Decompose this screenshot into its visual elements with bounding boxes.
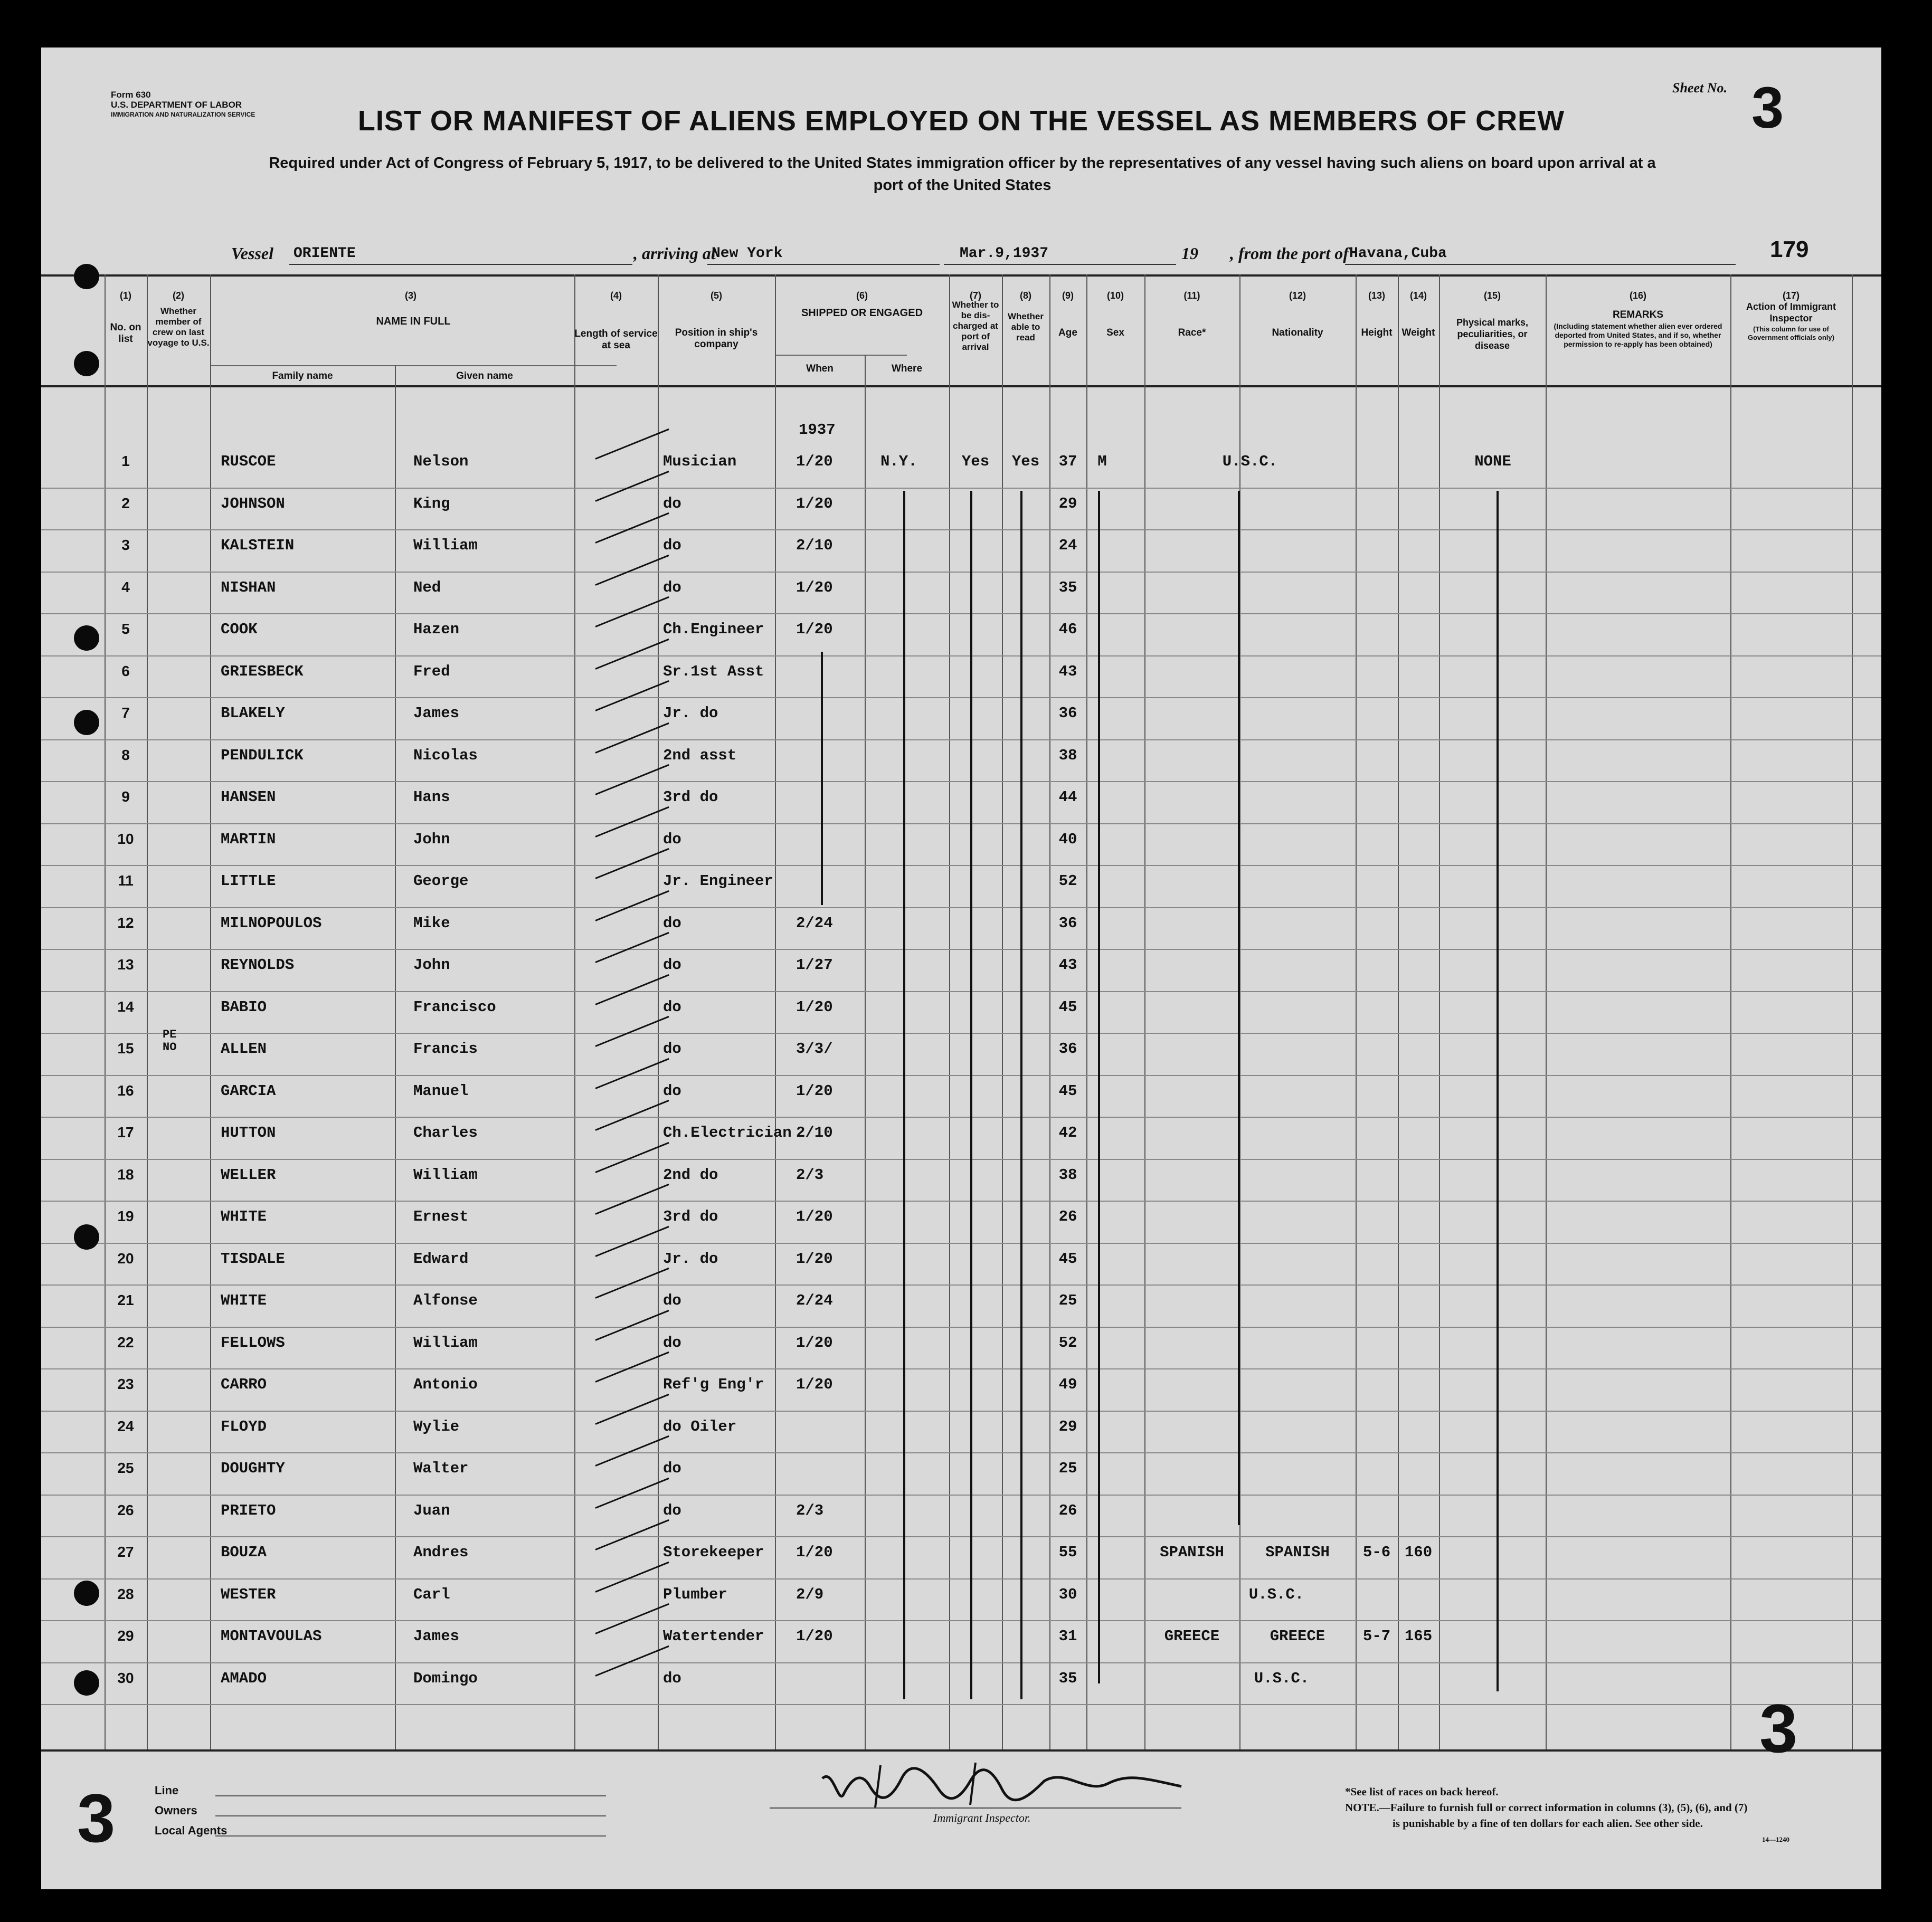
- age: 24: [1058, 537, 1077, 554]
- form-code: 14—1240: [1762, 1835, 1789, 1843]
- family-name: AMADO: [221, 1669, 267, 1687]
- binder-hole: [74, 351, 99, 376]
- age: 43: [1058, 956, 1077, 974]
- col-whether-member: Whether member of crew on last voyage to U.S.: [147, 306, 210, 348]
- position: Ch.Engineer: [663, 621, 764, 638]
- arrival-date: Mar.9,1937: [960, 245, 1049, 262]
- col-action: Action of Immigrant Inspector: [1746, 301, 1836, 323]
- family-name: NISHAN: [221, 578, 276, 596]
- age: 49: [1058, 1376, 1077, 1393]
- family-name: MILNOPOULOS: [221, 914, 322, 932]
- position: Plumber: [663, 1585, 727, 1603]
- col-weight: Weight: [1401, 327, 1435, 338]
- row-rule: [41, 1411, 1881, 1412]
- family-name: WELLER: [221, 1166, 276, 1184]
- position: Jr. do: [663, 705, 718, 722]
- discharged: Yes: [961, 453, 990, 470]
- row-number: 25: [117, 1460, 134, 1476]
- given-name: John: [413, 956, 450, 974]
- given-name: Wylie: [413, 1417, 460, 1435]
- family-name: WHITE: [221, 1292, 267, 1309]
- position: do: [663, 1292, 681, 1309]
- col-remarks: REMARKS: [1612, 309, 1664, 320]
- column-number: (15): [1483, 290, 1501, 301]
- form-number: Form 630: [111, 90, 151, 100]
- shipped-when: 3/3/: [796, 1040, 833, 1058]
- row-rule: [41, 1117, 1881, 1118]
- row-number: 8: [121, 746, 130, 763]
- given-name: Mike: [413, 914, 450, 932]
- weight: 160: [1404, 1544, 1433, 1561]
- nationality: U.S.C.: [1248, 1585, 1304, 1603]
- age: 29: [1058, 494, 1077, 512]
- shipped-when: 1/20: [796, 998, 833, 1016]
- family-name: HANSEN: [221, 788, 276, 806]
- column-number: (2): [173, 290, 184, 301]
- manifest-sheet: [41, 47, 1881, 1889]
- family-name: MONTAVOULAS: [221, 1628, 322, 1645]
- immigrant-inspector-label: Immigrant Inspector.: [933, 1811, 1031, 1824]
- shipped-when: 1/20: [796, 494, 833, 512]
- row-rule: [41, 1495, 1881, 1496]
- family-name: COOK: [221, 621, 258, 638]
- row-number: 1: [121, 453, 130, 469]
- year-label: 19: [1181, 244, 1198, 263]
- family-name: BABIO: [221, 998, 267, 1016]
- position: Musician: [663, 453, 737, 470]
- row-rule: [41, 572, 1881, 573]
- row-number: 5: [121, 621, 130, 637]
- age: 25: [1058, 1460, 1077, 1477]
- given-name: Nelson: [413, 453, 469, 470]
- age: 36: [1058, 705, 1077, 722]
- row-rule: [41, 1536, 1881, 1537]
- row-rule: [41, 907, 1881, 908]
- shipped-when: 2/24: [796, 1292, 833, 1309]
- family-name: RUSCOE: [221, 453, 276, 470]
- family-name: WESTER: [221, 1585, 276, 1603]
- col-age: Age: [1058, 327, 1077, 338]
- position: do: [663, 1334, 681, 1352]
- handwritten-mark-left: 3: [77, 1780, 116, 1857]
- row-number: 16: [117, 1082, 134, 1099]
- document-title: LIST OR MANIFEST OF ALIENS EMPLOYED ON THE VESSEL AS MEMBERS OF CREW: [357, 105, 1565, 137]
- table-bottom-rule: [41, 1749, 1881, 1752]
- age: 31: [1058, 1628, 1077, 1645]
- given-name: Ned: [413, 578, 441, 596]
- col-height: Height: [1361, 327, 1393, 338]
- shipped-when: 1/20: [796, 453, 833, 470]
- age: 44: [1058, 788, 1077, 806]
- given-name: Antonio: [413, 1376, 478, 1393]
- row-number: 11: [118, 872, 134, 889]
- col-family-name: Family name: [272, 370, 333, 382]
- row-number: 17: [117, 1124, 134, 1140]
- sheet-label: Sheet No.: [1672, 80, 1727, 96]
- family-name: BOUZA: [221, 1544, 267, 1561]
- row-number: 13: [117, 956, 134, 973]
- position: Storekeeper: [663, 1544, 764, 1561]
- age: 26: [1058, 1501, 1077, 1519]
- row-number: 7: [121, 705, 130, 721]
- weight: 165: [1404, 1628, 1433, 1645]
- vessel-label: Vessel: [231, 244, 273, 263]
- row-rule: [41, 1452, 1881, 1453]
- previous-voyage: PE NO: [163, 1028, 177, 1054]
- col-sex: Sex: [1106, 327, 1124, 338]
- race: GREECE: [1164, 1628, 1220, 1645]
- column-number: (12): [1289, 290, 1306, 301]
- owners-label: Owners: [155, 1804, 197, 1817]
- family-name: REYNOLDS: [221, 956, 295, 974]
- shipped-when: 1/20: [796, 1082, 833, 1100]
- col-where: Where: [891, 363, 923, 374]
- local-agents-label: Local Agents: [155, 1824, 228, 1837]
- row-rule: [41, 488, 1881, 489]
- race: SPANISH: [1160, 1544, 1224, 1561]
- shipped-when: 1/20: [796, 578, 833, 596]
- row-number: 6: [121, 662, 130, 679]
- shipped-when: 1/20: [796, 1250, 833, 1268]
- col-able-read: Whether able to read: [1008, 311, 1044, 342]
- arriving-label: , arriving at: [633, 244, 716, 263]
- column-number: (16): [1629, 290, 1646, 301]
- given-name: Carl: [413, 1585, 450, 1603]
- department-name: U.S. DEPARTMENT OF LABOR: [111, 100, 242, 110]
- row-rule: [41, 823, 1881, 824]
- column-number: (5): [711, 290, 722, 301]
- binder-hole: [74, 264, 99, 289]
- col-nationality: Nationality: [1272, 327, 1323, 338]
- given-name: Hazen: [413, 621, 460, 638]
- given-name: William: [413, 1334, 478, 1352]
- family-name: ALLEN: [221, 1040, 267, 1058]
- binder-hole: [74, 1224, 99, 1250]
- line-label: Line: [155, 1784, 179, 1797]
- position: do: [663, 537, 681, 554]
- row-number: 28: [117, 1585, 134, 1602]
- given-name: Domingo: [413, 1669, 478, 1687]
- col-position: Position in ship's company: [675, 327, 758, 350]
- col-remarks-note: (Including statement whether alien ever ordered deported from United States, and if so, whether permission to re-apply has been obtained): [1554, 322, 1722, 348]
- family-name: BLAKELY: [221, 705, 285, 722]
- document-subtitle: [136, 152, 1788, 196]
- shipped-when: 2/10: [796, 1124, 833, 1141]
- age: 35: [1058, 578, 1077, 596]
- row-number: 22: [117, 1334, 134, 1350]
- row-number: 26: [117, 1501, 134, 1518]
- given-name: Walter: [413, 1460, 469, 1477]
- age: 52: [1058, 872, 1077, 890]
- family-name: FELLOWS: [221, 1334, 285, 1352]
- age: 46: [1058, 621, 1077, 638]
- shipped-when: 2/3: [796, 1166, 824, 1184]
- column-number: (17): [1782, 290, 1800, 301]
- from-port: Havana,Cuba: [1349, 245, 1447, 262]
- height: 5-6: [1362, 1544, 1391, 1561]
- position: Jr. do: [663, 1250, 718, 1268]
- age: 35: [1058, 1669, 1077, 1687]
- row-rule: [41, 1368, 1881, 1369]
- row-rule: [41, 1620, 1881, 1621]
- row-rule: [41, 613, 1881, 614]
- position: 3rd do: [663, 1208, 718, 1225]
- sex: M: [1097, 453, 1107, 470]
- position: do: [663, 998, 681, 1016]
- penalty-note-1: NOTE.—Failure to furnish full or correct information in columns (3), (5), (6), and (7): [1345, 1801, 1748, 1814]
- column-number: (13): [1368, 290, 1385, 301]
- position: do: [663, 956, 681, 974]
- penalty-note-2: is punishable by a fine of ten dollars for each alien. See other side.: [1393, 1817, 1703, 1830]
- column-number: (11): [1183, 290, 1200, 301]
- column-number: (4): [610, 290, 622, 301]
- row-number: 27: [117, 1544, 134, 1560]
- position: 2nd do: [663, 1166, 718, 1184]
- header-bottom-rule: [41, 385, 1881, 387]
- family-name: MARTIN: [221, 830, 276, 848]
- age: 45: [1058, 1250, 1077, 1268]
- position: Watertender: [663, 1628, 764, 1645]
- sheet-number: 3: [1751, 75, 1784, 140]
- given-name: Andres: [413, 1544, 469, 1561]
- binder-hole: [74, 625, 99, 651]
- family-name: WHITE: [221, 1208, 267, 1225]
- col-shipped-engaged: SHIPPED OR ENGAGED: [801, 307, 923, 319]
- given-name: Francis: [413, 1040, 478, 1058]
- shipped-when: 1/27: [796, 956, 833, 974]
- row-rule: [41, 1159, 1881, 1160]
- age: 30: [1058, 1585, 1077, 1603]
- given-name: William: [413, 537, 478, 554]
- col-physical-marks: Physical marks, peculiarities, or disease: [1456, 317, 1529, 351]
- given-name: Charles: [413, 1124, 478, 1141]
- family-name: TISDALE: [221, 1250, 285, 1268]
- family-name: LITTLE: [221, 872, 276, 890]
- family-name: JOHNSON: [221, 494, 285, 512]
- row-rule: [41, 1578, 1881, 1580]
- age: 38: [1058, 746, 1077, 764]
- given-name: Edward: [413, 1250, 469, 1268]
- age: 36: [1058, 1040, 1077, 1058]
- row-rule: [41, 1327, 1881, 1328]
- position: 3rd do: [663, 788, 718, 806]
- row-number: 2: [121, 494, 130, 511]
- family-name: GRIESBECK: [221, 662, 304, 680]
- age: 37: [1058, 453, 1077, 470]
- position: do: [663, 1040, 681, 1058]
- family-name: GARCIA: [221, 1082, 276, 1100]
- shipped-when: 2/24: [796, 914, 833, 932]
- family-name: FLOYD: [221, 1417, 267, 1435]
- row-rule: [41, 991, 1881, 992]
- given-name: William: [413, 1166, 478, 1184]
- year-entry: 1937: [799, 421, 836, 439]
- age: 45: [1058, 1082, 1077, 1100]
- position: 2nd asst: [663, 746, 737, 764]
- age: 26: [1058, 1208, 1077, 1225]
- shipped-when: 1/20: [796, 621, 833, 638]
- row-rule: [41, 1033, 1881, 1034]
- col-name-in-full: NAME IN FULL: [376, 316, 451, 327]
- row-number: 18: [117, 1166, 134, 1183]
- position: do: [663, 914, 681, 932]
- height: 5-7: [1362, 1628, 1391, 1645]
- family-name: PENDULICK: [221, 746, 304, 764]
- subtitle-line-2: port of the United States: [873, 177, 1052, 194]
- vessel-name: ORIENTE: [293, 245, 356, 262]
- row-rule: [41, 1201, 1881, 1202]
- age: 43: [1058, 662, 1077, 680]
- row-rule: [41, 1075, 1881, 1076]
- shipped-when: 1/20: [796, 1628, 833, 1645]
- row-rule: [41, 739, 1881, 740]
- row-number: 24: [117, 1417, 134, 1434]
- position: do: [663, 1460, 681, 1477]
- family-name: KALSTEIN: [221, 537, 295, 554]
- position: do: [663, 1082, 681, 1100]
- shipped-when: 2/3: [796, 1501, 824, 1519]
- age: 40: [1058, 830, 1077, 848]
- row-number: 3: [121, 537, 130, 553]
- page-mark: 179: [1770, 236, 1809, 262]
- position: do: [663, 578, 681, 596]
- family-name: CARRO: [221, 1376, 267, 1393]
- row-rule: [41, 781, 1881, 782]
- races-note: *See list of races on back hereof.: [1345, 1785, 1499, 1798]
- given-name: John: [413, 830, 450, 848]
- binder-hole: [74, 710, 99, 735]
- arriving-port: New York: [712, 245, 783, 262]
- row-number: 23: [117, 1376, 134, 1392]
- given-name: Francisco: [413, 998, 496, 1016]
- col-no-on-list: No. on list: [110, 322, 141, 345]
- row-number: 12: [117, 914, 134, 931]
- row-number: 14: [117, 998, 134, 1015]
- given-name: King: [413, 494, 450, 512]
- shipped-where: N.Y.: [880, 453, 917, 470]
- age: 38: [1058, 1166, 1077, 1184]
- nationality: U.S.C.: [1222, 453, 1278, 470]
- row-rule: [41, 949, 1881, 950]
- binder-hole: [74, 1581, 99, 1606]
- given-name: James: [413, 705, 460, 722]
- position: do: [663, 1669, 681, 1687]
- column-number: (6): [856, 290, 868, 301]
- given-name: Nicolas: [413, 746, 478, 764]
- row-number: 15: [117, 1040, 134, 1057]
- shipped-when: 1/20: [796, 1376, 833, 1393]
- position: Ch.Electrician: [663, 1124, 792, 1141]
- col-race: Race*: [1178, 327, 1206, 338]
- row-rule: [41, 697, 1881, 698]
- row-rule: [41, 1704, 1881, 1705]
- family-name: DOUGHTY: [221, 1460, 285, 1477]
- age: 25: [1058, 1292, 1077, 1309]
- row-number: 30: [117, 1669, 134, 1686]
- row-number: 29: [117, 1628, 134, 1644]
- position: do: [663, 830, 681, 848]
- shipped-when: 1/20: [796, 1208, 833, 1225]
- row-number: 4: [121, 578, 130, 595]
- nationality: GREECE: [1270, 1628, 1325, 1645]
- table-top-rule: [41, 274, 1881, 277]
- column-number: (8): [1020, 290, 1031, 301]
- nationality: U.S.C.: [1254, 1669, 1310, 1687]
- position: do: [663, 1501, 681, 1519]
- inspector-signature: [801, 1757, 1202, 1815]
- given-name: James: [413, 1628, 460, 1645]
- col-length-service: Length of service at sea: [574, 328, 658, 351]
- col-when: When: [806, 363, 834, 374]
- given-name: Alfonse: [413, 1292, 478, 1309]
- col-given-name: Given name: [456, 370, 513, 382]
- position: do Oiler: [663, 1417, 737, 1435]
- shipped-when: 1/20: [796, 1334, 833, 1352]
- row-number: 9: [121, 788, 130, 805]
- position: do: [663, 494, 681, 512]
- given-name: Fred: [413, 662, 450, 680]
- age: 42: [1058, 1124, 1077, 1141]
- column-number: (3): [405, 290, 416, 301]
- family-name: HUTTON: [221, 1124, 276, 1141]
- col-discharged: Whether to be dis- charged at port of arrival: [952, 300, 999, 352]
- row-rule: [41, 1243, 1881, 1244]
- age: 55: [1058, 1544, 1077, 1561]
- row-number: 21: [117, 1292, 134, 1308]
- given-name: Juan: [413, 1501, 450, 1519]
- given-name: Hans: [413, 788, 450, 806]
- position: Ref'g Eng'r: [663, 1376, 764, 1393]
- family-name: PRIETO: [221, 1501, 276, 1519]
- row-rule: [41, 1284, 1881, 1286]
- subtitle-line-1: Required under Act of Congress of February 5, 1917, to be delivered to the United States immigration officer by the representatives of any vessel having such aliens on board upon arrival at a: [269, 155, 1656, 172]
- row-number: 19: [117, 1208, 134, 1224]
- row-rule: [41, 655, 1881, 656]
- position: Sr.1st Asst: [663, 662, 764, 680]
- row-rule: [41, 865, 1881, 866]
- row-rule: [41, 1662, 1881, 1663]
- age: 52: [1058, 1334, 1077, 1352]
- service-name: IMMIGRATION AND NATURALIZATION SERVICE: [111, 111, 255, 118]
- age: 45: [1058, 998, 1077, 1016]
- given-name: George: [413, 872, 469, 890]
- from-port-label: , from the port of: [1230, 244, 1349, 263]
- shipped-when: 2/10: [796, 537, 833, 554]
- binder-hole: [74, 1670, 99, 1696]
- row-number: 20: [117, 1250, 134, 1267]
- row-number: 10: [117, 830, 134, 847]
- position: Jr. Engineer: [663, 872, 773, 890]
- age: 29: [1058, 1417, 1077, 1435]
- shipped-when: 1/20: [796, 1544, 833, 1561]
- handwritten-mark-right: 3: [1759, 1690, 1798, 1767]
- able-to-read: Yes: [1011, 453, 1040, 470]
- physical-marks: NONE: [1474, 453, 1511, 470]
- row-rule: [41, 529, 1881, 530]
- column-number: (9): [1062, 290, 1074, 301]
- col-action-note: (This column for use of Government officials only): [1748, 325, 1834, 341]
- column-number: (14): [1409, 290, 1427, 301]
- column-number: (1): [120, 290, 131, 301]
- nationality: SPANISH: [1265, 1544, 1330, 1561]
- column-number: (10): [1106, 290, 1124, 301]
- column-number: (7): [970, 290, 981, 301]
- given-name: Ernest: [413, 1208, 469, 1225]
- age: 36: [1058, 914, 1077, 932]
- shipped-when: 2/9: [796, 1585, 824, 1603]
- given-name: Manuel: [413, 1082, 469, 1100]
